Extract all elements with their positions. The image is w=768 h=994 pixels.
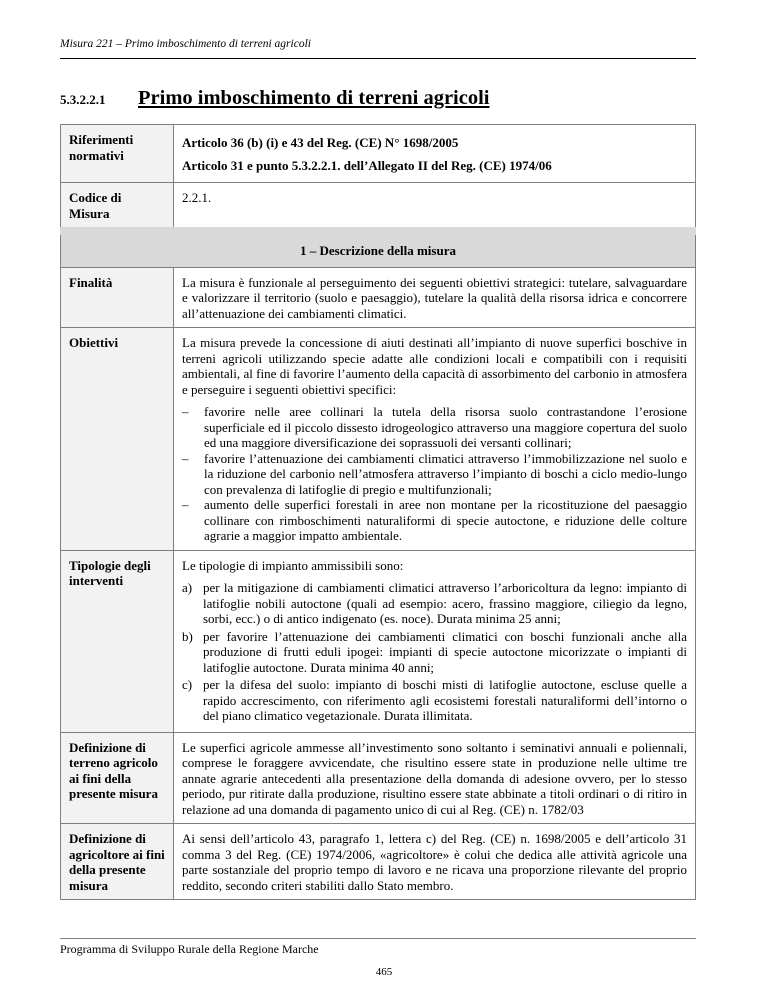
label-definizione-agricoltore: Definizione di agricoltore ai fini della presente misura xyxy=(61,824,174,900)
reference-line: Articolo 36 (b) (i) e 43 del Reg. (CE) N° 1698/2005 xyxy=(182,135,459,150)
list-item-text: per favorire l’attenuazione dei cambiamenti climatici con boschi funzionali anche alla produzione di frutti eduli ipogei: impianti di specie autoctone micorizzate o impianti di latifoglie autoctone. Durata minima 40 anni; xyxy=(203,628,687,675)
content-codice: 2.2.1. xyxy=(174,183,696,232)
label-definizione-terreno: Definizione di terreno agricolo ai fini della presente misura xyxy=(61,732,174,824)
label-codice: Codice di Misura xyxy=(61,183,174,232)
content-tipologie xyxy=(174,550,696,732)
content-definizione-agricoltore: Ai sensi dell’articolo 43, paragrafo 1, lettera c) del Reg. (CE) n. 1698/2005 e dell’articolo 31 comma 3 del Reg. (CE) 1974/2006, «agricoltore» è colui che dedica alle attività agricole una parte sostanziale del proprio tempo di lavoro e ne ricava una proporzione rilevante del proprio reddito, secondo criteri stabiliti dallo Stato membro. xyxy=(174,824,696,900)
list-marker: a) xyxy=(182,580,193,595)
label-obiettivi: Obiettivi xyxy=(61,328,174,551)
page-number: 465 xyxy=(375,966,393,978)
row-codice xyxy=(61,183,696,232)
list-marker: c) xyxy=(182,677,193,692)
list-item xyxy=(182,629,687,676)
measure-table xyxy=(60,124,696,900)
row-riferimenti xyxy=(61,125,696,183)
content-definizione-terreno: Le superfici agricole ammesse all’investimento sono soltanto i seminativi annuali e poliennali, comprese le foraggere avvicendate, che risultino essere state in produzione nelle ultime tre annate agrarie antecedenti alla presentazione della domanda di adesione ovvero, per lo stesso periodo, pur ritirate dalla produzione, risultino essere state abbinate a titoli ordinari o di ritiro in relazione ad una domanda di pagamento unico di cui al Reg. (CE) n. 1782/03 xyxy=(174,732,696,824)
section-band-title: 1 – Descrizione della misura xyxy=(61,231,696,267)
content-finalita: La misura è funzionale al perseguimento dei seguenti obiettivi strategici: tutelare, salvaguardare e valorizzare il territorio (suolo e paesaggio), tutelare la qualità della risorsa idrica e concorrere all’attenuazione dei cambiamenti climatici. xyxy=(174,267,696,328)
row-obiettivi xyxy=(61,328,696,551)
tipologie-list xyxy=(182,580,687,724)
dash-marker: – xyxy=(182,404,189,419)
list-item xyxy=(182,580,687,627)
list-item-text: per la difesa del suolo: impianto di boschi misti di latifoglie autoctone, escluse quelle a rapido accrescimento, con riferimento agli ecosistemi forestali naturaliformi dell’intorno o del piano climatico vegetazionale. Durata illimitata. xyxy=(203,677,687,723)
header-rule xyxy=(60,58,696,59)
list-item-text: favorire nelle aree collinari la tutela della risorsa suolo contrastandone l’erosione superficiale ed il piccolo dissesto idrogeologico attraverso una maggiore copertura del suolo ed una maggiore diversificazione dei soprassuoli dei versanti collinari; xyxy=(204,404,687,450)
list-item xyxy=(182,497,687,544)
reference-line: Articolo 31 e punto 5.3.2.2.1. dell’Allegato II del Reg. (CE) 1974/06 xyxy=(182,157,552,173)
footer-text: Programma di Sviluppo Rurale della Regione Marche xyxy=(60,942,319,956)
list-marker: b) xyxy=(182,628,193,644)
list-item-text: aumento delle superfici forestali in aree non montane per la ricostituzione del paesaggio collinare con rimboschimenti naturaliformi di specie autoctone, e riduzione delle colture agrarie a maggior impatto ambientale. xyxy=(204,497,687,543)
section-heading xyxy=(60,87,489,110)
tipologie-intro: Le tipologie di impianto ammissibili sono: xyxy=(182,557,404,573)
running-header: Misura 221 – Primo imboschimento di terreni agricoli xyxy=(60,38,311,50)
label-finalita: Finalità xyxy=(61,267,174,328)
list-item xyxy=(182,451,687,498)
dash-marker: – xyxy=(182,450,189,466)
content-riferimenti xyxy=(174,125,696,183)
label-riferimenti: Riferimenti normativi xyxy=(61,125,174,183)
dash-marker: – xyxy=(182,497,189,512)
list-item xyxy=(182,677,687,724)
section-title: Primo imboschimento di terreni agricoli xyxy=(138,87,490,109)
section-band-row xyxy=(61,231,696,267)
label-tipologie: Tipologie degli interventi xyxy=(61,550,174,732)
list-item-text: per la mitigazione di cambiamenti climatici attraverso l’arboricoltura da legno: impianto di latifoglie nobili autoctone (quali ad esempio: acero, frassino maggiore, ciliegio da legno, sorbi, ecc.) o di antico indigenato (es. noce). Durata minima 25 anni; xyxy=(203,580,687,626)
row-definizione-terreno xyxy=(61,732,696,824)
row-finalita xyxy=(61,267,696,328)
list-item-text: favorire l’attenuazione dei cambiamenti climatici attraverso l’immobilizzazione nel suolo e la riduzione del carbonio nell’atmosfera attraverso l’impianto di boschi a ciclo medio-lungo con prevalenza di latifoglie di pregio e multifunzionali; xyxy=(204,450,687,497)
footer-rule xyxy=(60,938,696,939)
row-tipologie xyxy=(61,550,696,732)
list-item xyxy=(182,404,687,451)
obiettivi-intro: La misura prevede la concessione di aiuti destinati all’impianto di nuove superfici boschive in terreni agricoli utilizzando specie adatte alle condizioni locali e compatibili con i requisiti ambientali, al fine di favorire l’aumento della capacità di assorbimento del carbonio in atmosfera e perseguire i seguenti obiettivi specifici: xyxy=(182,335,687,397)
content-obiettivi xyxy=(174,328,696,551)
obiettivi-list xyxy=(182,404,687,544)
section-number: 5.3.2.2.1 xyxy=(60,92,106,107)
row-definizione-agricoltore xyxy=(61,824,696,900)
